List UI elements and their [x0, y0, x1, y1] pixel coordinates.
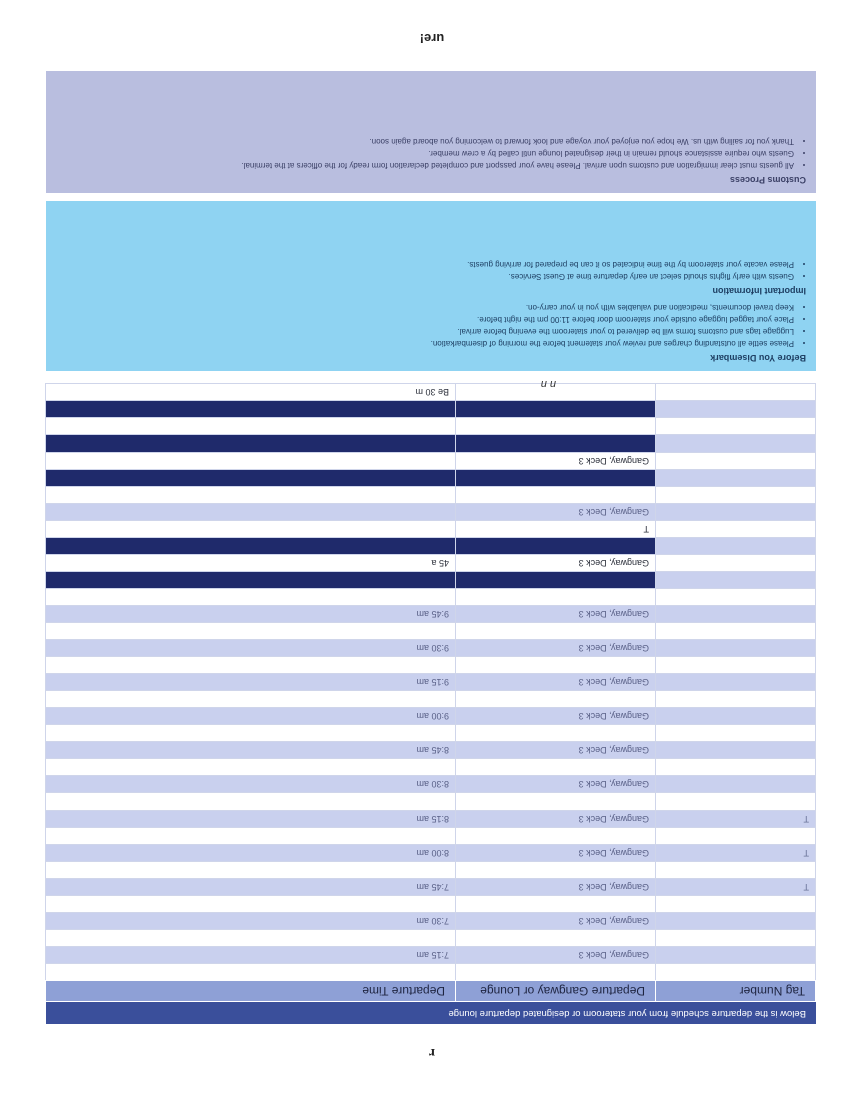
time-cell [46, 452, 456, 469]
list-item: • Thank you for sailing with us. We hope you enjoyed your voyage and look forward to welcoming you aboard again soon. [56, 136, 794, 147]
time-cell: 8:00 am [46, 844, 456, 861]
list-item: • Place your tagged luggage outside your stateroom door before 11:00 pm the night before. [56, 314, 794, 325]
time-cell [46, 571, 456, 588]
gangway-cell: Gangway, Deck 3 [456, 946, 656, 963]
gangway-cell [456, 571, 656, 588]
tag-cell [656, 725, 816, 742]
gangway-cell [456, 435, 656, 452]
gangway-cell [456, 759, 656, 776]
tag-cell [656, 452, 816, 469]
table-row [46, 827, 816, 844]
gangway-cell [456, 725, 656, 742]
customs-info-list [56, 136, 794, 171]
tag-cell [656, 912, 816, 929]
table-row [46, 708, 816, 725]
table-row [46, 793, 816, 810]
time-cell [46, 418, 456, 435]
time-cell [46, 793, 456, 810]
tag-cell [656, 742, 816, 759]
table-row [46, 742, 816, 759]
page-top-glyph: r [428, 1045, 436, 1060]
gangway-cell: Gangway, Deck 3 [456, 605, 656, 622]
table-row [46, 640, 816, 657]
tag-cell [656, 469, 816, 486]
disembark-info-box [46, 201, 816, 371]
gangway-cell [456, 623, 656, 640]
table-row [46, 452, 816, 469]
table-row [46, 623, 816, 640]
tag-cell [656, 486, 816, 503]
gangway-cell [456, 827, 656, 844]
gangway-cell [456, 537, 656, 554]
list-item: • Keep travel documents, medication and valuables with you in your carry-on. [56, 302, 794, 313]
schedule-intro-banner: Below is the departure schedule from your stateroom or designated departure lounge [46, 1002, 816, 1024]
gangway-cell [456, 929, 656, 946]
table-row [46, 759, 816, 776]
gangway-cell: Gangway, Deck 3 [456, 554, 656, 571]
tag-cell [656, 793, 816, 810]
tag-cell [656, 657, 816, 674]
schedule-body [46, 384, 816, 981]
tag-cell [656, 708, 816, 725]
tag-cell [656, 401, 816, 418]
tag-cell [656, 776, 816, 793]
gangway-cell [456, 469, 656, 486]
table-row [46, 674, 816, 691]
time-cell [46, 503, 456, 520]
gangway-cell [456, 418, 656, 435]
header-departure-time: Departure Time [46, 981, 456, 1002]
table-row [46, 963, 816, 980]
tag-cell [656, 520, 816, 537]
gangway-cell: Gangway, Deck 3 [456, 674, 656, 691]
gangway-cell: Gangway, Deck 3 [456, 878, 656, 895]
tag-cell [656, 623, 816, 640]
gangway-cell: Gangway, Deck 3 [456, 708, 656, 725]
tag-cell [656, 588, 816, 605]
time-cell: 7:45 am [46, 878, 456, 895]
table-row [46, 469, 816, 486]
table-row [46, 844, 816, 861]
gangway-cell: Gangway, Deck 3 [456, 776, 656, 793]
time-cell [46, 588, 456, 605]
tag-cell [656, 554, 816, 571]
gangway-cell [456, 401, 656, 418]
important-info-list [56, 259, 794, 282]
tag-cell [656, 537, 816, 554]
tag-cell [656, 691, 816, 708]
time-cell [46, 691, 456, 708]
tag-cell [656, 946, 816, 963]
customs-info-box [46, 71, 816, 193]
tag-cell [656, 503, 816, 520]
disembark-info-label: Before You Disembark [710, 353, 806, 363]
time-cell: 9:30 am [46, 640, 456, 657]
time-cell: 7:30 am [46, 912, 456, 929]
table-row [46, 554, 816, 571]
time-cell [46, 759, 456, 776]
table-row [46, 435, 816, 452]
list-item: • Please settle all outstanding charges and review your statement before the morning of disembarkation. [56, 338, 794, 349]
table-row [46, 503, 816, 520]
tag-cell [656, 929, 816, 946]
tag-cell [656, 418, 816, 435]
time-cell [46, 861, 456, 878]
table-row [46, 946, 816, 963]
departure-schedule-table [45, 383, 816, 1002]
disembark-info-list [56, 302, 794, 349]
table-row [46, 588, 816, 605]
time-cell: 9:45 am [46, 605, 456, 622]
gangway-cell: Gangway, Deck 3 [456, 844, 656, 861]
time-cell: 8:30 am [46, 776, 456, 793]
table-row [46, 912, 816, 929]
time-cell [46, 401, 456, 418]
time-cell: 8:45 am [46, 742, 456, 759]
section-subheading: n n [540, 378, 556, 390]
time-cell [46, 929, 456, 946]
table-header-row [46, 981, 816, 1002]
list-item: • Guests who require assistance should remain in their designated lounge until called by a crew member. [56, 148, 794, 159]
tag-cell [656, 640, 816, 657]
list-item: • Please vacate your stateroom by the time indicated so it can be prepared for arriving guests. [56, 259, 794, 270]
table-row [46, 401, 816, 418]
gangway-cell: Gangway, Deck 3 [456, 742, 656, 759]
time-cell [46, 725, 456, 742]
tag-cell [656, 963, 816, 980]
table-row [46, 537, 816, 554]
list-item: • Guests with early flights should select an early departure time at Guest Services. [56, 271, 794, 282]
gangway-cell: T [456, 520, 656, 537]
header-departure-gangway: Departure Gangway or Lounge [456, 981, 656, 1002]
time-cell: 8:15 am [46, 810, 456, 827]
table-row [46, 810, 816, 827]
tag-cell: T [656, 810, 816, 827]
time-cell: 9:00 am [46, 708, 456, 725]
time-cell [46, 520, 456, 537]
table-row [46, 571, 816, 588]
table-row [46, 657, 816, 674]
time-cell [46, 486, 456, 503]
tag-cell [656, 895, 816, 912]
time-cell: Be 30 m [46, 384, 456, 401]
list-item: • Luggage tags and customs forms will be delivered to your stateroom the evening before arrival. [56, 326, 794, 337]
time-cell: 45 a [46, 554, 456, 571]
tag-cell [656, 827, 816, 844]
customs-info-label: Customs Process [729, 175, 806, 185]
gangway-cell: Gangway, Deck 3 [456, 452, 656, 469]
table-row [46, 605, 816, 622]
header-tag-number: Tag Number [656, 981, 816, 1002]
tag-cell [656, 605, 816, 622]
list-item: • All guests must clear immigration and customs upon arrival. Please have your passport and completed declaration form ready for the officers at the terminal. [56, 160, 794, 171]
closing-word: ure! [419, 31, 445, 46]
time-cell [46, 895, 456, 912]
gangway-cell [456, 861, 656, 878]
gangway-cell [456, 588, 656, 605]
table-row [46, 929, 816, 946]
important-info-label: Important Information [712, 286, 806, 296]
tag-cell: T [656, 878, 816, 895]
time-cell [46, 537, 456, 554]
time-cell [46, 827, 456, 844]
gangway-cell: Gangway, Deck 3 [456, 810, 656, 827]
time-cell [46, 963, 456, 980]
tag-cell [656, 759, 816, 776]
tag-cell [656, 435, 816, 452]
gangway-cell [456, 793, 656, 810]
table-row [46, 776, 816, 793]
table-row [46, 878, 816, 895]
time-cell: 9:15 am [46, 674, 456, 691]
gangway-cell: Gangway, Deck 3 [456, 640, 656, 657]
table-row [46, 418, 816, 435]
gangway-cell: Gangway, Deck 3 [456, 912, 656, 929]
time-cell [46, 435, 456, 452]
table-row [46, 725, 816, 742]
gangway-cell [456, 486, 656, 503]
time-cell: 7:15 am [46, 946, 456, 963]
table-row [46, 895, 816, 912]
tag-cell [656, 861, 816, 878]
table-row [46, 861, 816, 878]
gangway-cell [456, 895, 656, 912]
tag-cell [656, 674, 816, 691]
tag-cell: T [656, 844, 816, 861]
gangway-cell [456, 657, 656, 674]
gangway-cell: Gangway, Deck 3 [456, 503, 656, 520]
table-row [46, 486, 816, 503]
gangway-cell [456, 691, 656, 708]
table-row [46, 691, 816, 708]
tag-cell [656, 571, 816, 588]
time-cell [46, 657, 456, 674]
time-cell [46, 623, 456, 640]
gangway-cell [456, 963, 656, 980]
time-cell [46, 469, 456, 486]
table-row [46, 520, 816, 537]
